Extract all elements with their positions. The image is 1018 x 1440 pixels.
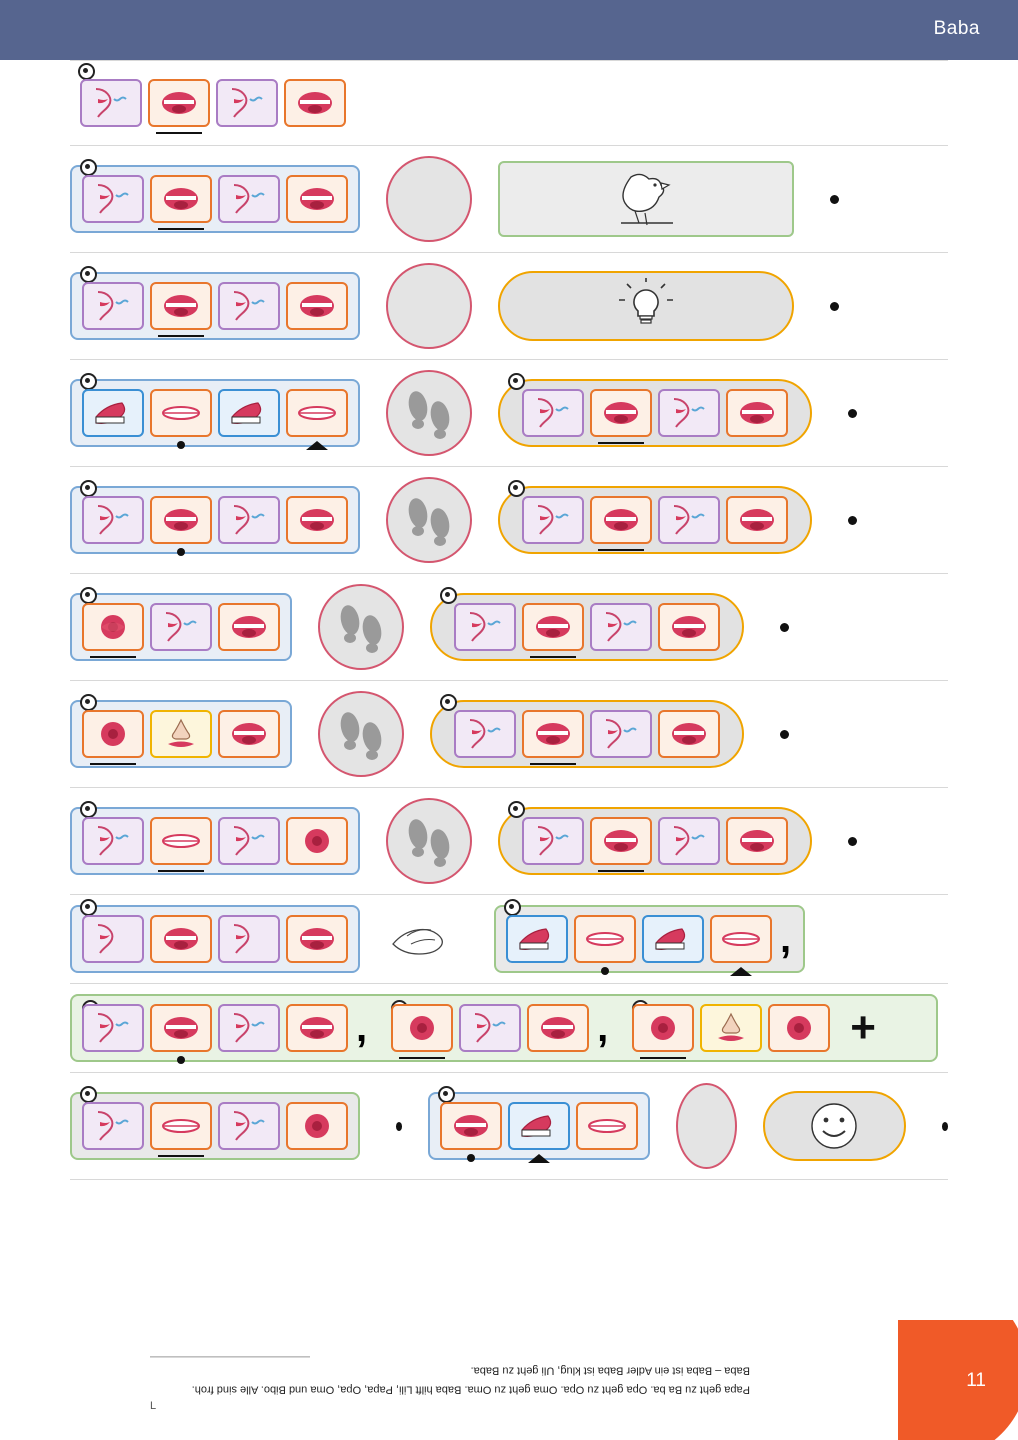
underline-mark (640, 1057, 686, 1059)
period-dot (780, 730, 789, 739)
word-group[interactable]: + (632, 1004, 876, 1052)
rounded-lips-icon[interactable] (391, 1004, 453, 1052)
lips-profile-icon[interactable] (218, 1102, 280, 1150)
lips-profile-icon[interactable] (82, 817, 144, 865)
page-title: Baba (933, 18, 980, 39)
lips-profile-icon[interactable] (82, 915, 144, 963)
underline-mark (158, 228, 204, 230)
closed-teeth-icon[interactable] (150, 817, 212, 865)
open-mouth-icon[interactable] (527, 1004, 589, 1052)
lips-profile-icon[interactable] (216, 79, 278, 127)
closed-teeth-icon[interactable] (150, 1102, 212, 1150)
worksheet-body (0, 60, 1018, 1440)
tongue-icon[interactable] (82, 389, 144, 437)
period-dot (396, 1122, 402, 1131)
caret-mark (730, 967, 752, 976)
period-dot (848, 409, 857, 418)
underline-mark (530, 656, 576, 658)
lips-profile-icon[interactable] (82, 1004, 144, 1052)
rounded-lips-icon[interactable] (82, 710, 144, 758)
answer-group[interactable]: , (494, 905, 805, 973)
lips-profile-icon[interactable] (82, 175, 144, 223)
open-mouth-icon[interactable] (658, 603, 720, 651)
picture-lightbulb[interactable] (498, 271, 794, 341)
lips-profile-icon[interactable] (522, 496, 584, 544)
open-mouth-icon[interactable] (590, 496, 652, 544)
lips-profile-icon[interactable] (522, 817, 584, 865)
answer-group[interactable] (498, 379, 812, 447)
dot-mark (467, 1154, 475, 1162)
tongue-icon[interactable] (506, 915, 568, 963)
answer-circle[interactable] (386, 263, 472, 349)
lips-profile-icon[interactable] (658, 496, 720, 544)
lips-profile-icon[interactable] (150, 603, 212, 651)
exercise-row (70, 983, 948, 1072)
lips-profile-icon[interactable] (218, 1004, 280, 1052)
lips-profile-icon[interactable] (522, 389, 584, 437)
picture-eagle[interactable] (498, 161, 794, 237)
open-mouth-icon[interactable] (150, 282, 212, 330)
footprints-icon[interactable] (386, 370, 472, 456)
target-dot-icon (80, 587, 97, 604)
exercise-row (70, 60, 948, 145)
answer-group[interactable] (430, 700, 744, 768)
open-mouth-icon[interactable] (286, 496, 348, 544)
lips-profile-icon[interactable] (454, 710, 516, 758)
exercise-row (70, 680, 948, 787)
underline-mark (90, 763, 136, 765)
period-dot (830, 302, 839, 311)
word-group[interactable]: , (391, 1004, 610, 1052)
closed-teeth-icon[interactable] (286, 389, 348, 437)
word-group[interactable] (70, 71, 356, 135)
footer-rule (150, 1356, 310, 1357)
open-mouth-icon[interactable] (440, 1102, 502, 1150)
corner-shape (898, 1320, 1018, 1440)
target-dot-icon (508, 373, 525, 390)
open-mouth-icon[interactable] (286, 282, 348, 330)
caret-mark (528, 1154, 550, 1163)
page-number: 11 (966, 1370, 986, 1391)
open-mouth-icon[interactable] (726, 496, 788, 544)
word-group[interactable] (70, 379, 360, 447)
word-group[interactable] (70, 486, 360, 554)
lips-profile-icon[interactable] (218, 817, 280, 865)
target-dot-icon (80, 899, 97, 916)
answer-circle[interactable] (386, 156, 472, 242)
open-mouth-icon[interactable] (148, 79, 210, 127)
lips-profile-icon[interactable] (454, 603, 516, 651)
lips-profile-icon[interactable] (658, 389, 720, 437)
open-mouth-icon[interactable] (726, 389, 788, 437)
dot-mark (177, 548, 185, 556)
closed-teeth-icon[interactable] (574, 915, 636, 963)
rounded-lips-icon[interactable] (286, 1102, 348, 1150)
word-group[interactable] (70, 1092, 360, 1160)
lips-profile-icon[interactable] (218, 496, 280, 544)
nose-icon[interactable] (150, 710, 212, 758)
underline-mark (158, 1155, 204, 1157)
open-mouth-icon[interactable] (284, 79, 346, 127)
underline-mark (530, 763, 576, 765)
target-dot-icon (508, 480, 525, 497)
exercise-row (70, 1072, 948, 1180)
open-mouth-icon[interactable] (150, 915, 212, 963)
target-dot-icon (80, 1086, 97, 1103)
underline-mark (598, 549, 644, 551)
underline-mark (158, 335, 204, 337)
lips-profile-icon[interactable] (82, 496, 144, 544)
footprints-icon[interactable] (318, 691, 404, 777)
open-mouth-icon[interactable] (218, 603, 280, 651)
target-dot-icon (440, 694, 457, 711)
tongue-icon[interactable] (642, 915, 704, 963)
lips-profile-icon[interactable] (590, 710, 652, 758)
exercise-row (70, 359, 948, 466)
open-mouth-icon[interactable] (590, 389, 652, 437)
dot-mark (601, 967, 609, 975)
period-dot (830, 195, 839, 204)
page-header (0, 0, 1018, 60)
rounded-lips-icon[interactable] (82, 603, 144, 651)
footprints-icon[interactable] (386, 477, 472, 563)
open-mouth-icon[interactable] (286, 915, 348, 963)
open-mouth-icon[interactable] (522, 710, 584, 758)
footprints-icon[interactable] (386, 798, 472, 884)
underline-mark (90, 656, 136, 658)
nose-icon[interactable] (700, 1004, 762, 1052)
closed-teeth-icon[interactable] (150, 389, 212, 437)
tongue-icon[interactable] (218, 389, 280, 437)
open-mouth-icon[interactable] (286, 1004, 348, 1052)
exercise-row (70, 466, 948, 573)
open-mouth-icon[interactable] (286, 175, 348, 223)
footer-mark: L (150, 1400, 157, 1412)
lips-profile-icon[interactable] (218, 175, 280, 223)
open-mouth-icon[interactable] (522, 603, 584, 651)
open-mouth-icon[interactable] (150, 175, 212, 223)
target-dot-icon (80, 266, 97, 283)
footprints-icon[interactable] (318, 584, 404, 670)
target-dot-icon (80, 694, 97, 711)
exercise-row (70, 894, 948, 983)
underline-mark (598, 442, 644, 444)
lips-profile-icon[interactable] (590, 603, 652, 651)
target-dot-icon (80, 373, 97, 390)
period-dot (780, 623, 789, 632)
period-dot (942, 1122, 948, 1131)
word-group[interactable] (70, 593, 292, 661)
word-group[interactable] (70, 272, 360, 340)
answer-circle[interactable] (676, 1083, 737, 1169)
target-dot-icon (80, 480, 97, 497)
lips-profile-icon[interactable] (82, 282, 144, 330)
clapping-hands-icon[interactable] (386, 911, 468, 967)
tongue-icon[interactable] (508, 1102, 570, 1150)
open-mouth-icon[interactable] (590, 817, 652, 865)
open-mouth-icon[interactable] (726, 817, 788, 865)
target-dot-icon (504, 899, 521, 916)
sentence-group[interactable] (70, 994, 938, 1062)
word-group[interactable] (70, 905, 360, 973)
target-dot-icon (80, 159, 97, 176)
target-dot-icon (78, 63, 95, 80)
open-mouth-icon[interactable] (658, 710, 720, 758)
open-mouth-icon[interactable] (150, 496, 212, 544)
period-dot (848, 516, 857, 525)
exercise-row (70, 573, 948, 680)
word-group[interactable] (70, 700, 292, 768)
open-mouth-icon[interactable] (218, 710, 280, 758)
lips-profile-icon[interactable] (459, 1004, 521, 1052)
lips-profile-icon[interactable] (218, 915, 280, 963)
rounded-lips-icon[interactable] (286, 817, 348, 865)
footer-line-2: Papa geht zu Ba ba. Opa geht zu Opa. Oma geht zu Oma. Baba hilft Lili, Papa, Opa, Oma und Bibo. Alle sind froh. (191, 1383, 750, 1395)
open-mouth-icon[interactable] (150, 1004, 212, 1052)
page-corner (898, 1320, 1018, 1440)
answer-group[interactable] (498, 807, 812, 875)
exercise-row (70, 252, 948, 359)
lips-profile-icon[interactable] (82, 1102, 144, 1150)
dot-mark (177, 441, 185, 449)
answer-group[interactable] (498, 486, 812, 554)
target-dot-icon (508, 801, 525, 818)
underline-mark (156, 132, 202, 134)
word-group[interactable] (428, 1092, 650, 1160)
picture-smiley[interactable] (763, 1091, 906, 1161)
underline-mark (158, 870, 204, 872)
target-dot-icon (438, 1086, 455, 1103)
rounded-lips-icon[interactable] (768, 1004, 830, 1052)
lips-profile-icon[interactable] (658, 817, 720, 865)
caret-mark (306, 441, 328, 450)
target-dot-icon (440, 587, 457, 604)
period-dot (848, 837, 857, 846)
word-group[interactable] (70, 807, 360, 875)
closed-teeth-icon[interactable] (710, 915, 772, 963)
answer-group[interactable] (430, 593, 744, 661)
dot-mark (177, 1056, 185, 1064)
exercise-row (70, 145, 948, 252)
rounded-lips-icon[interactable] (632, 1004, 694, 1052)
underline-mark (399, 1057, 445, 1059)
exercise-row (70, 787, 948, 894)
lips-profile-icon[interactable] (218, 282, 280, 330)
word-group[interactable] (70, 165, 360, 233)
target-dot-icon (80, 801, 97, 818)
word-group[interactable]: , (82, 1004, 369, 1052)
closed-teeth-icon[interactable] (576, 1102, 638, 1150)
footer-line-1: Baba – Baba ist ein Adler Baba ist klug, Uli geht zu Baba. (470, 1364, 750, 1377)
lips-profile-icon[interactable] (80, 79, 142, 127)
underline-mark (598, 870, 644, 872)
footer-text (150, 1356, 750, 1398)
